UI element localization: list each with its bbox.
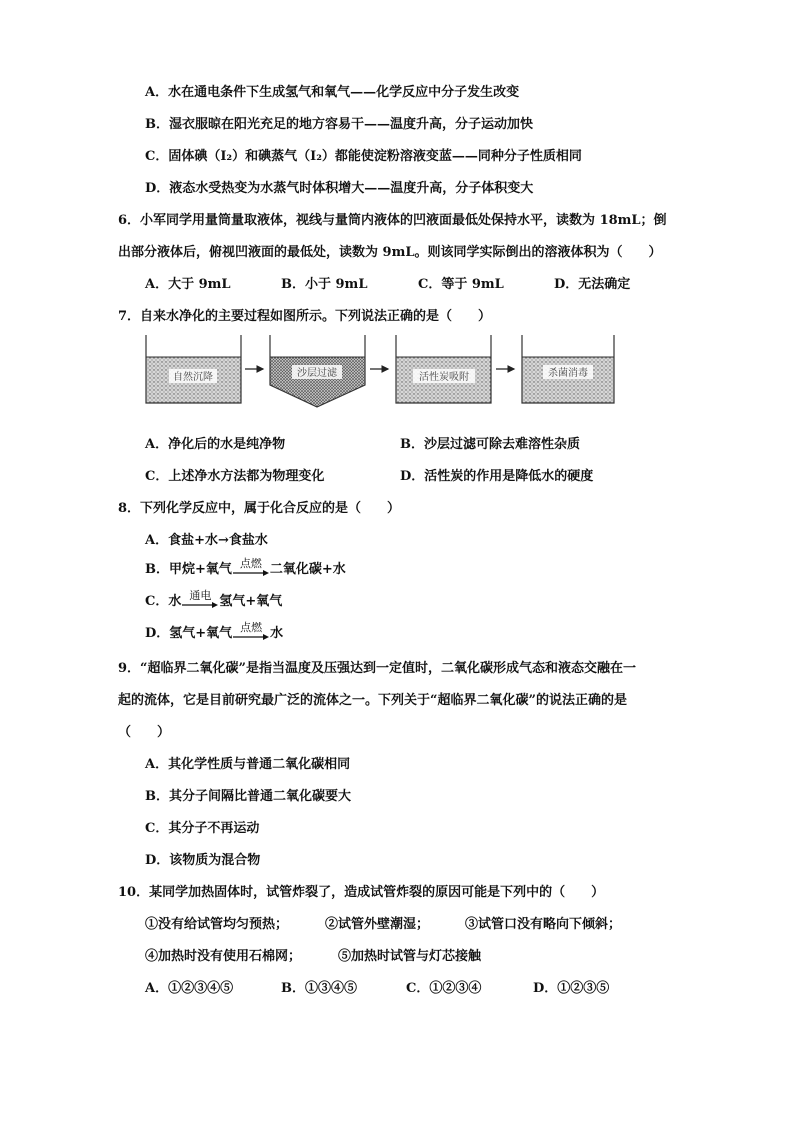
reaction-condition: 点燃	[239, 557, 262, 570]
reaction-arrow	[233, 622, 269, 641]
q7-option-d: D．活性炭的作用是降低水的硬度	[400, 469, 594, 484]
q10-reason-2: ②试管外壁潮湿；	[325, 917, 430, 932]
q6-stem-line2: 出部分液体后，俯视凹液面的最低处，读数为 9mL。则该同学实际倒出的溶液体积为（ ）	[118, 245, 662, 260]
q8-option-c-products: 氢气+氧气	[219, 594, 283, 609]
q5-option-c: C．固体碘（I₂）和碘蒸气（I₂）都能使淀粉溶液变蓝——同种分子性质相同	[145, 149, 582, 164]
step-label-4: 杀菌消毒	[548, 368, 588, 379]
reaction-arrow	[182, 590, 218, 609]
q7-option-a: A．净化后的水是纯净物	[145, 437, 286, 452]
tank-sedimentation	[146, 335, 241, 403]
q7-stem: 7．自来水净化的主要过程如图所示。下列说法正确的是（ ）	[118, 309, 492, 324]
q9-stem-line3: （ ）	[118, 725, 171, 740]
reaction-arrow	[233, 558, 269, 577]
q5-option-a: A．水在通电条件下生成氢气和氧气——化学反应中分子发生改变	[145, 85, 520, 100]
step-label-2: 沙层过滤	[297, 368, 337, 379]
q5-option-d: D．液态水受热变为水蒸气时体积增大——温度升高，分子体积变大	[145, 181, 534, 196]
step-label-3: 活性炭吸附	[419, 372, 469, 383]
water-purification-diagram	[145, 333, 615, 408]
q10-option-d: D．①②③⑤	[533, 981, 610, 996]
q10-option-c: C．①②③④	[406, 981, 482, 996]
reaction-condition: 点燃	[240, 621, 263, 634]
q10-stem: 10．某同学加热固体时，试管炸裂了，造成试管炸裂的原因可能是下列中的（ ）	[118, 885, 605, 900]
q8-option-b-reactants: B．甲烷+氧气	[145, 562, 232, 577]
q8-option-c-reactants: C．水	[145, 594, 182, 609]
q9-option-a: A．其化学性质与普通二氧化碳相同	[145, 757, 351, 772]
reaction-condition: 通电	[189, 589, 212, 602]
q8-option-d-products: 水	[270, 626, 284, 641]
q8-option-b	[145, 557, 346, 579]
q10-reason-5: ⑤加热时试管与灯芯接触	[338, 949, 482, 964]
q8-option-a: A．食盐+水→食盐水	[145, 533, 268, 548]
q9-option-b: B．其分子间隔比普通二氧化碳要大	[145, 789, 351, 804]
q10-option-b: B．①③④⑤	[281, 981, 357, 996]
q8-option-b-products: 二氧化碳+水	[269, 562, 346, 577]
q10-reason-3: ③试管口没有略向下倾斜；	[465, 917, 622, 932]
q10-option-a: A．①②③④⑤	[145, 981, 234, 996]
q8-option-d-reactants: D．氢气+氧气	[145, 626, 233, 641]
q7-option-c: C．上述净水方法都为物理变化	[145, 469, 325, 484]
q8-option-c	[145, 589, 283, 611]
q5-option-b: B．湿衣服晾在阳光充足的地方容易干——温度升高，分子运动加快	[145, 117, 533, 132]
q8-stem: 8．下列化学反应中，属于化合反应的是（ ）	[118, 501, 401, 516]
q7-option-b: B．沙层过滤可除去难溶性杂质	[400, 437, 580, 452]
q9-option-d: D．该物质为混合物	[145, 853, 261, 868]
q10-reason-1: ①没有给试管均匀预热；	[145, 917, 289, 932]
step-label-1: 自然沉降	[173, 372, 213, 383]
q6-option-d: D．无法确定	[554, 277, 631, 292]
q8-option-d	[145, 621, 284, 643]
q9-stem-line1: 9．“超临界二氧化碳”是指当温度及压强达到一定值时，二氧化碳形成气态和液态交融在一	[118, 661, 637, 676]
q9-stem-line2: 起的流体，它是目前研究最广泛的流体之一。下列关于“超临界二氧化碳”的说法正确的是	[118, 693, 627, 708]
q9-option-c: C．其分子不再运动	[145, 821, 260, 836]
q6-option-b: B．小于 9mL	[281, 277, 368, 292]
q6-option-c: C．等于 9mL	[418, 277, 504, 292]
q6-option-a: A．大于 9mL	[145, 277, 231, 292]
q10-reason-4: ④加热时没有使用石棉网；	[145, 949, 302, 964]
q6-stem-line1: 6．小军同学用量筒量取液体，视线与量筒内液体的凹液面最低处保持水平，读数为 18mL；倒	[118, 213, 667, 228]
tank-carbon-adsorption	[396, 335, 491, 403]
